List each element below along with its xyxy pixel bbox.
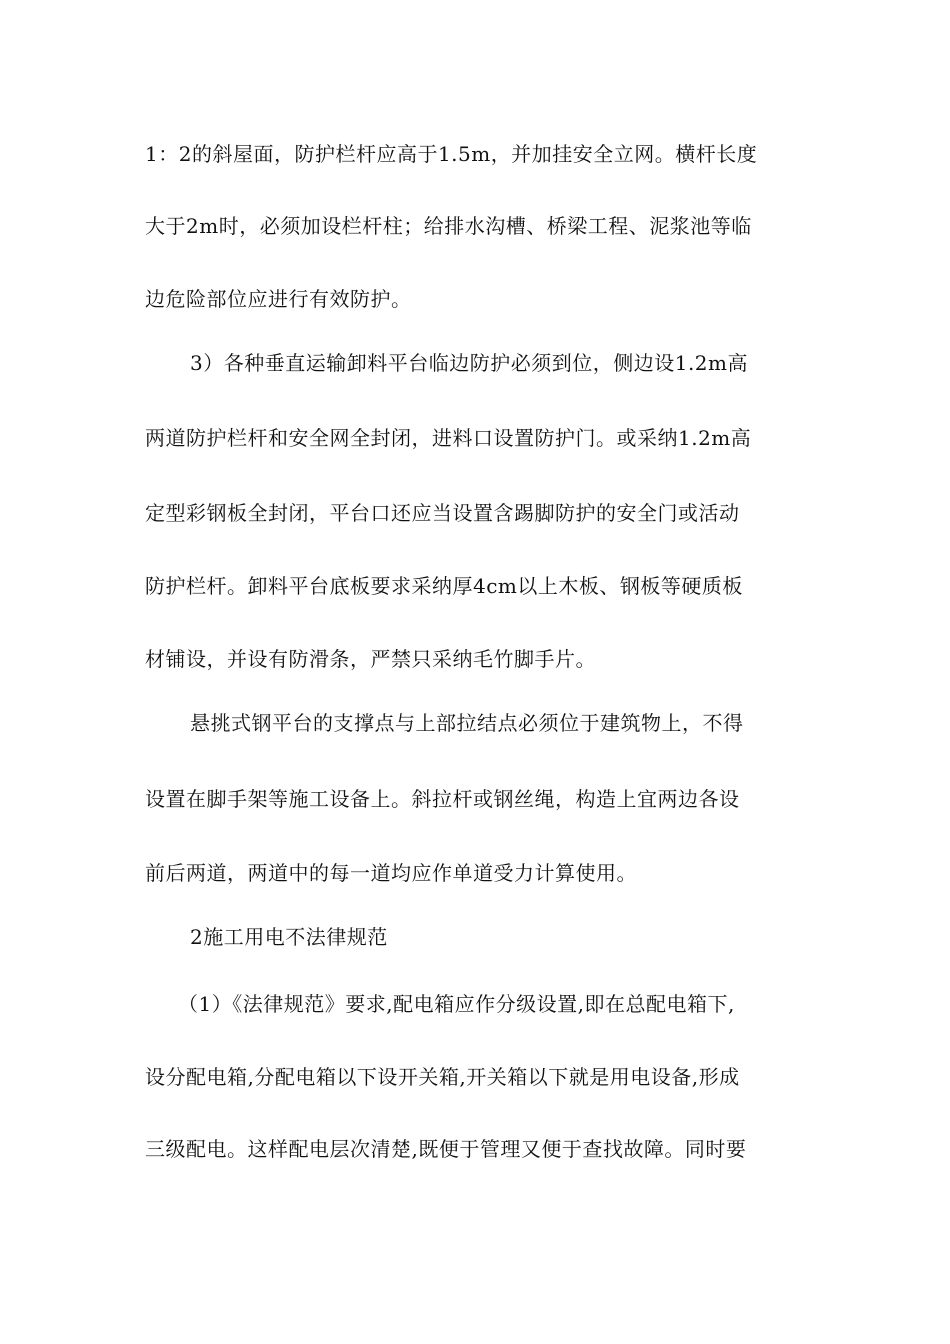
text-line: 前后两道，两道中的每一道均应作单道受力计算使用。 [145, 861, 637, 885]
text-line: 两道防护栏杆和安全网全封闭，进料口设置防护门。或采纳1.2m高 [145, 426, 752, 450]
text-line: 三级配电。这样配电层次清楚,既便于管理又便于查找故障。同时要 [145, 1137, 747, 1161]
paragraph-start-line: 3）各种垂直运输卸料平台临边防护必须到位，侧边设1.2m高 [190, 351, 748, 375]
text-line: 材铺设，并设有防滑条，严禁只采纳毛竹脚手片。 [145, 647, 596, 671]
text-line: 设置在脚手架等施工设备上。斜拉杆或钢丝绳，构造上宜两边各设 [145, 787, 740, 811]
text-line: 防护栏杆。卸料平台底板要求采纳厚4cm以上木板、钢板等硬质板 [145, 574, 743, 598]
text-line: 大于2m时，必须加设栏杆柱；给排水沟槽、桥梁工程、泥浆池等临 [145, 214, 752, 238]
text-line: 边危险部位应进行有效防护。 [145, 287, 412, 311]
text-line: 定型彩钢板全封闭，平台口还应当设置含踢脚防护的安全门或活动 [145, 501, 740, 525]
paragraph-start-line: （1）《法律规范》要求,配电箱应作分级设置,即在总配电箱下, [178, 992, 735, 1016]
section-heading: 2施工用电不法律规范 [190, 925, 388, 949]
text-line: 1：2的斜屋面，防护栏杆应高于1.5m，并加挂安全立网。横杆长度 [145, 142, 758, 166]
text-line: 设分配电箱,分配电箱以下设开关箱,开关箱以下就是用电设备,形成 [145, 1065, 740, 1089]
paragraph-start-line: 悬挑式钢平台的支撑点与上部拉结点必须位于建筑物上，不得 [190, 711, 744, 735]
